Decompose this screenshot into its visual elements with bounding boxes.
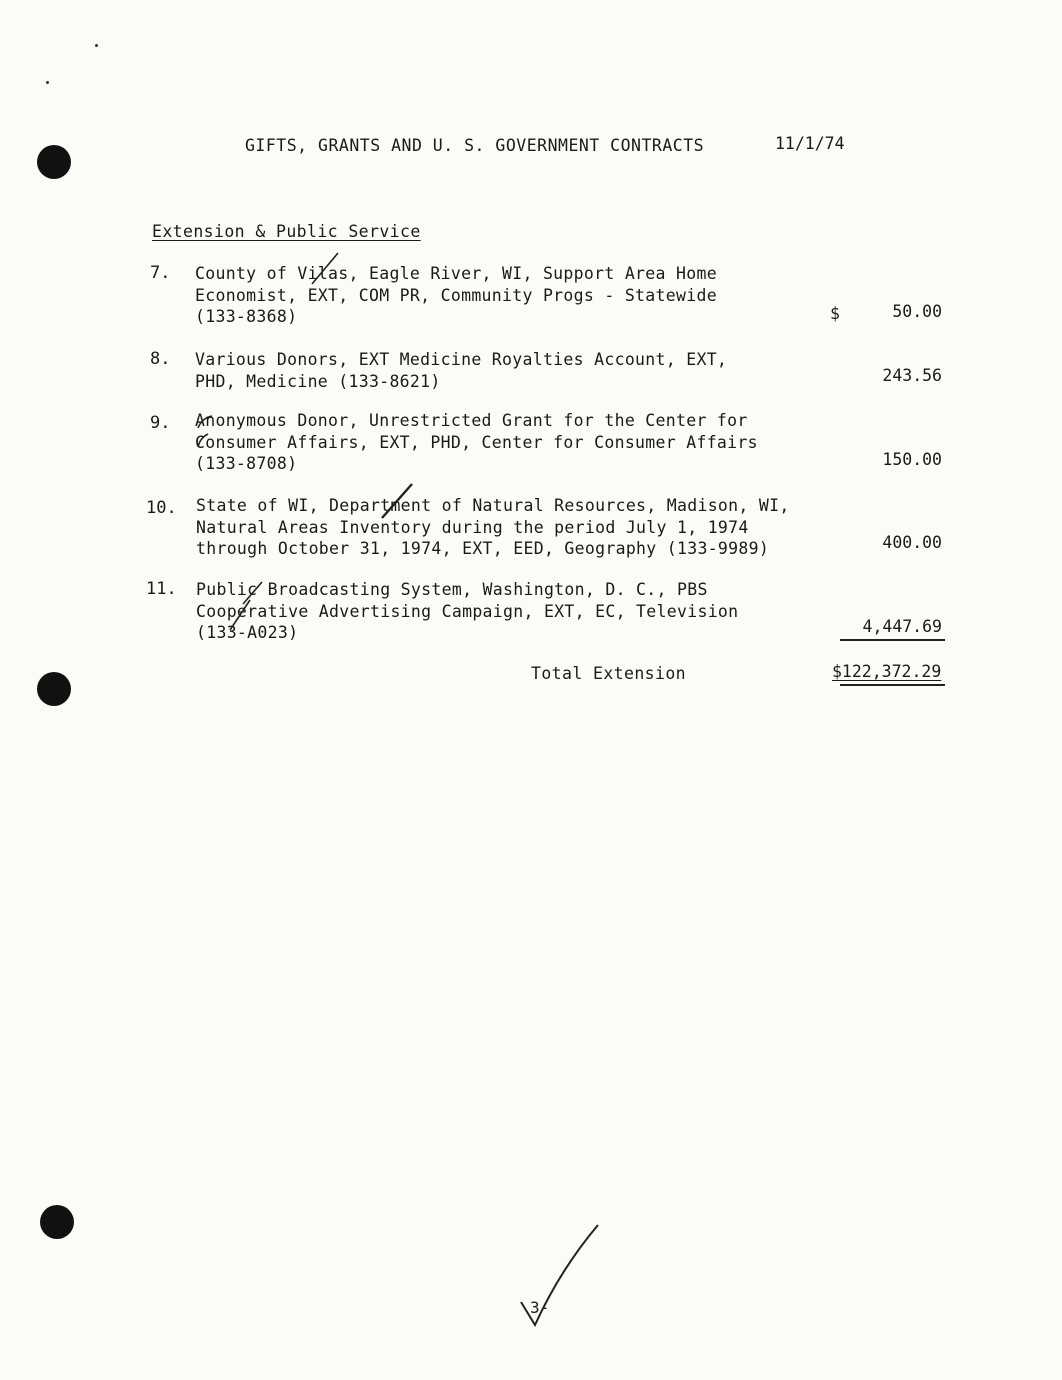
item-number: 11. — [146, 579, 177, 599]
total-amount: $122,372.29 — [832, 662, 942, 681]
item-line: (133-8368) — [195, 307, 298, 326]
item-amount: 400.00 — [882, 533, 942, 552]
document-title: GIFTS, GRANTS AND U. S. GOVERNMENT CONTRACTS — [245, 136, 705, 155]
item-amount: 243.56 — [882, 366, 942, 385]
item-line: through October 31, 1974, EXT, EED, Geography (133-9989) — [196, 539, 770, 558]
item-line: (133-A023) — [196, 623, 299, 642]
punch-hole-middle — [37, 672, 71, 706]
item-number: 8. — [150, 349, 171, 369]
item-description — [196, 495, 790, 560]
punch-hole-bottom — [40, 1205, 74, 1239]
item-amount: 4,447.69 — [862, 617, 942, 636]
page-number: 3- — [530, 1298, 550, 1317]
total-label: Total Extension — [531, 664, 687, 683]
item-line: (133-8708) — [195, 454, 298, 473]
document-date: 11/1/74 — [775, 134, 845, 153]
item-number: 9. — [150, 413, 171, 433]
item-description — [195, 410, 758, 475]
item-amount: 150.00 — [882, 450, 942, 469]
speck — [95, 44, 98, 47]
item-line: State of WI, Department of Natural Resources, Madison, WI, — [196, 496, 790, 515]
item-line: Anonymous Donor, Unrestricted Grant for the Center for — [195, 411, 748, 430]
speck — [46, 81, 49, 84]
item-description — [196, 579, 738, 644]
subtotal-rule — [840, 639, 945, 641]
punch-hole-top — [37, 145, 71, 179]
item-description — [195, 263, 717, 328]
item-line: Cooperative Advertising Campaign, EXT, EC, Television — [196, 601, 739, 621]
item-line: Natural Areas Inventory during the period July 1, 1974 — [196, 517, 749, 537]
item-line: PHD, Medicine (133-8621) — [195, 371, 441, 391]
item-line: Various Donors, EXT Medicine Royalties Account, EXT, — [195, 350, 728, 369]
item-line: Consumer Affairs, EXT, PHD, Center for Consumer Affairs — [195, 432, 758, 452]
item-number: 7. — [150, 263, 171, 283]
item-line: Economist, EXT, COM PR, Community Progs - Statewide — [195, 285, 717, 305]
item-line: County of Vilas, Eagle River, WI, Support Area Home — [195, 264, 717, 283]
currency-symbol: $ — [830, 304, 840, 323]
item-number: 10. — [146, 498, 177, 518]
section-heading: Extension & Public Service — [152, 222, 421, 241]
item-description — [195, 349, 727, 392]
item-amount: 50.00 — [892, 302, 942, 321]
total-double-rule — [840, 684, 945, 686]
item-line: Public Broadcasting System, Washington, D. C., PBS — [196, 580, 708, 599]
